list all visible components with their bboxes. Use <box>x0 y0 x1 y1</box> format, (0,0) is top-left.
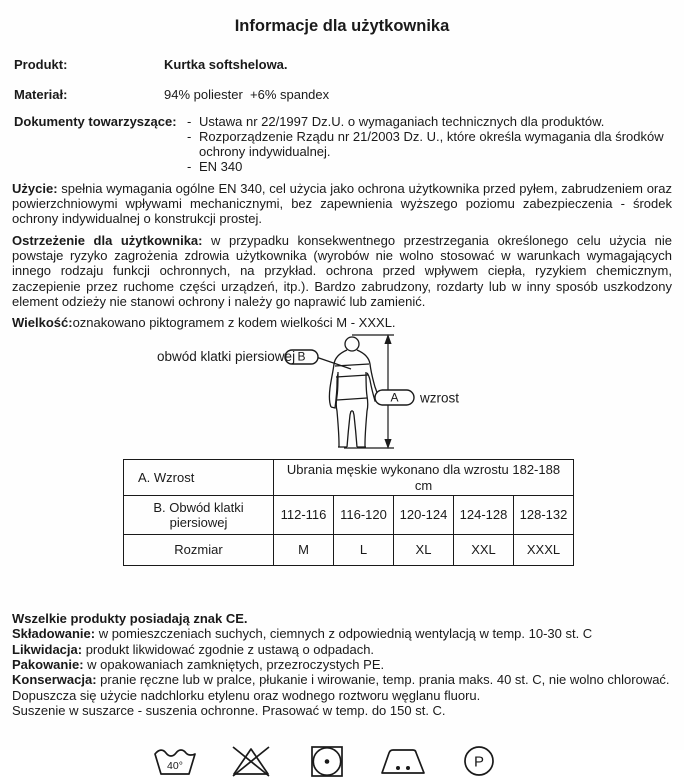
maintenance-label: Konserwacja: <box>12 672 97 688</box>
size-table <box>123 459 574 566</box>
warning-label: Ostrzeżenie dla użytkownika: <box>12 232 203 248</box>
table-row <box>124 535 574 566</box>
warning-text: w przypadku konsekwentnego przestrzegania określonego celu użycia nie powstaje ryzyko zagrożenia zdrowia użytkownika (wyrobów nie wolno stosować w warunkach wymagających innego rodzaju funkcji ochronnych, na przykład. ochrona przed wpływem ciepła, ryzykiem chemicznym, zaczepienie przez ruchome części urządzeń, itp.). Bardzo zabrudzony, rozdarty lub w inny sposób uszkodzony element odzieży nie stanowi ochrony i należy go naprawić lub zamienić. <box>12 232 672 309</box>
solvent-line: Dopuszcza się użycie nadchlorku etylenu oraz wodnego roztworu węglanu fluoru. <box>12 687 481 703</box>
row-header-wzrost: A. Wzrost <box>124 460 274 496</box>
maintenance-text: pranie ręczne lub w pralce, płukanie i wirowanie, temp. prania maks. 40 st. C, nie wolno chlorować. <box>96 672 670 688</box>
size-text: oznakowano piktogramem z kodem wielkości M - XXXL. <box>72 315 396 331</box>
packaging-line <box>12 657 672 672</box>
dry-clean-icon <box>456 744 502 778</box>
document-item-text: EN 340 <box>199 159 243 175</box>
usage-label: Użycie: <box>12 180 58 196</box>
disposal-text: produkt likwidować zgodnie z ustawą o odpadach. <box>82 641 375 657</box>
product-row <box>12 57 672 72</box>
row-header-obwod: B. Obwód klatki piersiowej <box>124 496 274 535</box>
storage-text: w pomieszczeniach suchych, ciemnych z odpowiednią wentylacją w temp. 10-30 st. C <box>95 626 593 642</box>
document-item-text: Rozporządzenie Rządu nr 21/2003 Dz. U., które określa wymagania dla środków ochrony indywidualnej. <box>199 128 664 160</box>
row-header-rozmiar: Rozmiar <box>124 535 274 566</box>
ce-statement: Wszelkie produkty posiadają znak CE. <box>12 611 248 627</box>
list-item <box>187 159 672 174</box>
tumble-dry-icon <box>304 744 350 778</box>
iron-icon <box>380 744 426 778</box>
do-not-bleach-icon <box>228 744 274 778</box>
table-cell: XXXL <box>514 535 574 566</box>
wash-40-icon <box>152 744 198 778</box>
table-cell: XXL <box>454 535 514 566</box>
table-cell: 120-124 <box>394 496 454 535</box>
wzrost-span-value: Ubrania męskie wykonano dla wzrostu 182-188 cm <box>274 460 574 496</box>
packaging-label: Pakowanie: <box>12 656 84 672</box>
care-symbols-row <box>0 744 672 778</box>
documents-label: Dokumenty towarzyszące: <box>14 113 177 129</box>
documents-list <box>187 114 672 175</box>
document-item-text: Ustawa nr 22/1997 Dz.U. o wymaganiach technicznych dla produktów. <box>199 113 605 129</box>
chest-measure-label: obwód klatki piersiowej <box>157 349 296 365</box>
table-cell: 112-116 <box>274 496 334 535</box>
table-cell: 128-132 <box>514 496 574 535</box>
packaging-text: w opakowaniach zamkniętych, przezroczystych PE. <box>83 656 385 672</box>
wash-temp-text: 40° <box>167 760 183 773</box>
table-cell: L <box>334 535 394 566</box>
size-label: Wielkość: <box>12 315 73 331</box>
care-instructions-block <box>12 611 672 718</box>
product-label: Produkt: <box>14 57 68 72</box>
warning-paragraph <box>12 233 672 309</box>
body-measurement-diagram <box>0 328 684 458</box>
material-label: Materiał: <box>14 87 68 103</box>
maintenance-line <box>12 672 672 687</box>
list-item <box>187 114 672 129</box>
table-cell: XL <box>394 535 454 566</box>
usage-text: spełnia wymagania ogólne EN 340, cel użycia jako ochrona użytkownika przed pyłem, zabrudzeniem oraz powierzchniowymi wpływami mechanicznymi, bez zapewnienia wyższego poziomu zabezpieczenia - środek ochrony indywidualnej o konstrukcji prostej. <box>12 180 672 227</box>
human-figure-outline <box>329 337 379 447</box>
list-dash: - <box>187 159 192 175</box>
material-value: 94% poliester +6% spandex <box>164 87 330 103</box>
product-value: Kurtka softshelowa. <box>164 57 288 72</box>
list-dash: - <box>187 113 192 129</box>
table-cell: 116-120 <box>334 496 394 535</box>
list-dash: - <box>187 128 192 144</box>
table-row <box>124 460 574 496</box>
storage-label: Składowanie: <box>12 626 96 642</box>
dry-clean-letter: P <box>473 753 485 771</box>
usage-paragraph <box>12 181 672 227</box>
size-pictogram-figure <box>0 328 684 458</box>
material-row <box>12 87 672 102</box>
table-row <box>124 496 574 535</box>
list-item <box>187 129 672 160</box>
disposal-line <box>12 642 672 657</box>
page-title: Informacje dla użytkownika <box>234 17 450 35</box>
table-cell: M <box>274 535 334 566</box>
disposal-label: Likwidacja: <box>12 641 83 657</box>
chest-code-letter: B <box>297 349 306 364</box>
height-code-letter: A <box>390 390 399 405</box>
storage-line <box>12 626 672 641</box>
drying-ironing-line: Suszenie w suszarce - suszenia ochronne. Prasować w temp. do 150 st. C. <box>12 702 446 718</box>
height-measure-label: wzrost <box>420 390 460 406</box>
documents-row <box>12 114 672 175</box>
table-cell: 124-128 <box>454 496 514 535</box>
